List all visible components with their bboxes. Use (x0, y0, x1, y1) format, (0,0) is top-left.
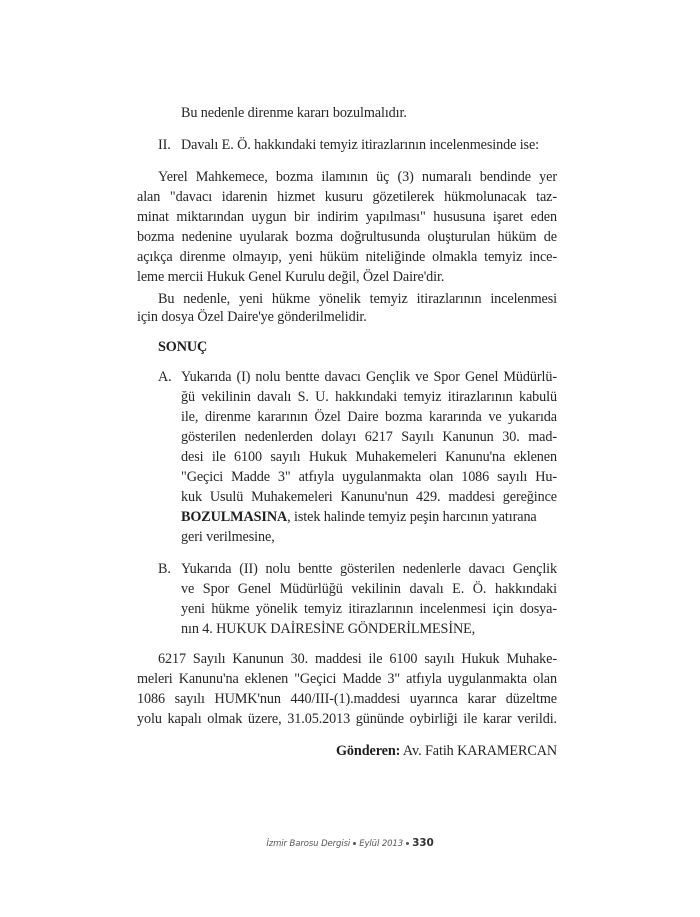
footer-separator (353, 842, 356, 845)
section-heading-sonuc: SONUÇ (158, 339, 208, 355)
text-line: ğü vekilinin davalı S. U. hakkındaki temyiz itirazlarının kabulü (181, 389, 557, 405)
text-line: Yerel Mahkemece, bozma ilamının üç (3) numaralı bendinde yer (158, 169, 557, 185)
text-line: alan "davacı idarenin hizmet kusuru gözetilerek hükmolunacak taz- (137, 189, 557, 205)
text-line: bozma nedenine uyularak bozma doğrultusunda oluşturulan hüküm de (137, 229, 557, 245)
text-line: 6217 Sayılı Kanunun 30. maddesi ile 6100 sayılı Hukuk Muhake- (158, 651, 557, 667)
text-line: desi ile 6100 sayılı Hukuk Muhakemeleri Kanunu'na eklenen (181, 449, 557, 465)
text-span: , istek halinde temyiz peşin harcının yatırana (287, 509, 537, 525)
text-line: kuk Usulü Muhakemeleri Kanunu'nun 429. maddesi gereğince (181, 489, 557, 505)
list-marker-a: A. (158, 369, 172, 385)
paragraph-conclusion-line: Bu nedenle direnme kararı bozulmalıdır. (181, 105, 407, 121)
page-number: 330 (412, 837, 434, 849)
section-marker-ii: II. (158, 137, 171, 153)
text-line: leme mercii Hukuk Genel Kurulu değil, Özel Daire'dir. (137, 269, 445, 285)
text-line: için dosya Özel Daire'ye gönderilmelidir. (137, 309, 367, 325)
text-line: gösterilen nedenlerden dolayı 6217 Sayılı Kanunun 30. mad- (181, 429, 557, 445)
text-line: geri verilmesine, (181, 529, 275, 545)
text-line: nın 4. HUKUK DAİRESİNE GÖNDERİLMESİNE, (181, 621, 476, 637)
bold-decision-word: BOZULMASINA (181, 509, 288, 525)
text-line: meleri Kanunu'na eklenen "Geçici Madde 3" atfıyla uygulanmakta olan (137, 671, 557, 687)
list-marker-b: B. (158, 561, 171, 577)
text-line: minat miktarından uygun bir indirim yapılması" hususuna işaret eden (137, 209, 557, 225)
text-line (181, 509, 557, 526)
footer-journal: İzmir Barosu Dergisi (266, 839, 351, 849)
text-line: "Geçici Madde 3" atfıyla uygulanmakta olan 1086 sayılı Hu- (181, 469, 557, 485)
text-line: yolu kapalı olmak üzere, 31.05.2013 gününde oybirliği ile karar verildi. (137, 711, 557, 727)
section-ii-text: Davalı E. Ö. hakkındaki temyiz itirazlarının incelenmesinde ise: (181, 137, 540, 153)
text-line: Bu nedenle, yeni hükme yönelik temyiz itirazlarının incelenmesi (158, 291, 557, 307)
text-line: açıkça direnme olmayıp, yeni hüküm niteliğinde olmakla temyiz ince- (137, 249, 557, 265)
footer-date: Eylül 2013 (359, 839, 404, 849)
text-line: 1086 sayılı HUMK'nun 440/III-(1).maddesi uyarınca karar düzeltme (137, 691, 557, 707)
text-line: yeni hükme yönelik temyiz itirazlarının incelenmesi için dosya- (181, 601, 557, 617)
page-footer (0, 837, 700, 849)
footer-separator (406, 842, 409, 845)
text-line: Yukarıda (II) nolu bentte gösterilen nedenlerle davacı Gençlik (181, 561, 557, 577)
text-line: ile, direnme kararının Özel Daire bozma kararında ve yukarıda (181, 409, 557, 425)
sender-name: Av. Fatih KARAMERCAN (400, 743, 557, 759)
text-line: ve Spor Genel Müdürlüğü vekilinin davalı E. Ö. hakkındaki (181, 581, 557, 597)
sender-label: Gönderen: (336, 743, 401, 759)
sender-line (330, 743, 557, 760)
text-line: Yukarıda (I) nolu bentte davacı Gençlik ve Spor Genel Müdürlü- (181, 369, 557, 385)
